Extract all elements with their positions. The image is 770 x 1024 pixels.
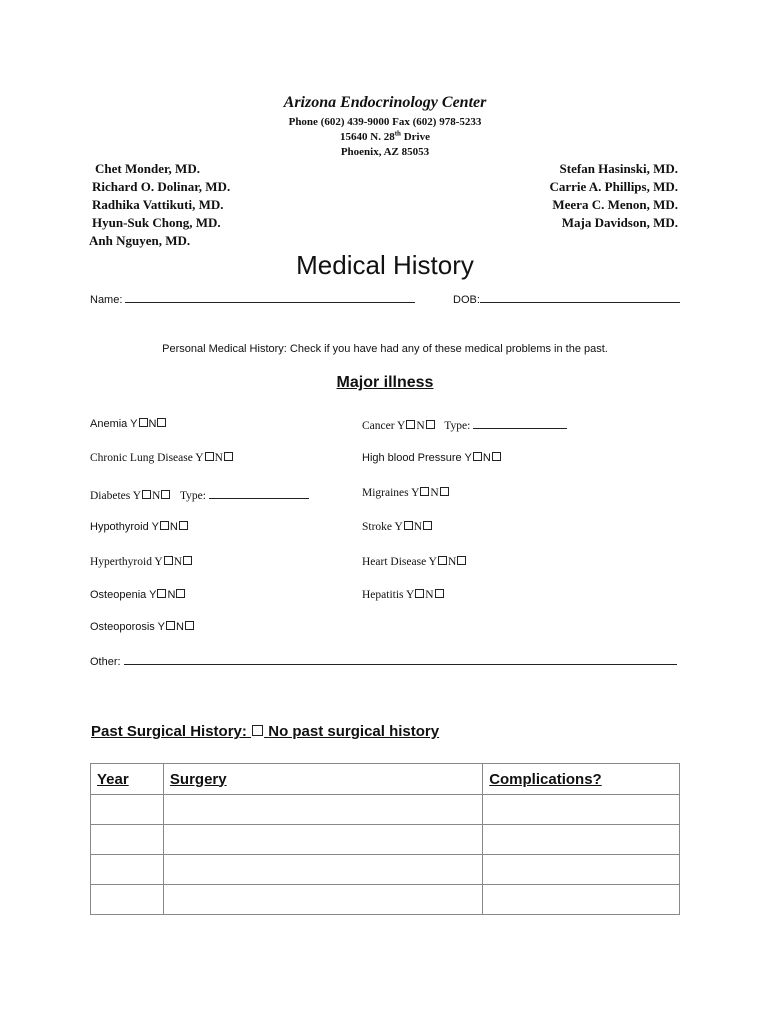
checkbox-yes[interactable] xyxy=(404,521,413,530)
checkbox-yes[interactable] xyxy=(415,589,424,598)
checkbox-no[interactable] xyxy=(457,556,466,565)
illness-migraines: Migraines Y N xyxy=(362,487,450,499)
other-input-line[interactable] xyxy=(124,653,677,665)
column-header-complications: Complications? xyxy=(483,764,680,795)
checkbox-yes[interactable] xyxy=(164,556,173,565)
year-cell[interactable] xyxy=(91,795,164,825)
doctor-name: Chet Monder, MD. xyxy=(95,161,200,176)
checkbox-yes[interactable] xyxy=(157,589,166,598)
checkbox-no[interactable] xyxy=(492,452,501,461)
table-row xyxy=(91,885,680,915)
checkbox-yes[interactable] xyxy=(142,490,151,499)
doctor-name: Richard O. Dolinar, MD. xyxy=(92,179,231,194)
other-label: Other: xyxy=(90,656,121,668)
table-row xyxy=(91,855,680,885)
surgery-cell[interactable] xyxy=(163,855,482,885)
cancer-type-input-line[interactable] xyxy=(473,417,567,429)
illness-hypothyroid: Hypothyroid Y N xyxy=(90,521,189,533)
checkbox-no[interactable] xyxy=(161,490,170,499)
checkbox-no[interactable] xyxy=(185,621,194,630)
year-cell[interactable] xyxy=(91,885,164,915)
dob-label: DOB: xyxy=(453,294,480,306)
illness-stroke: Stroke Y N xyxy=(362,521,433,533)
dob-field[interactable] xyxy=(453,291,680,306)
surgery-cell[interactable] xyxy=(163,795,482,825)
doctor-name: Radhika Vattikuti, MD. xyxy=(92,197,224,212)
checkbox-no[interactable] xyxy=(426,420,435,429)
illness-chronic-lung-disease: Chronic Lung Disease Y N xyxy=(90,452,234,464)
doctors-left-list xyxy=(89,160,231,250)
checkbox-no[interactable] xyxy=(183,556,192,565)
complications-cell[interactable] xyxy=(483,855,680,885)
checkbox-yes[interactable] xyxy=(420,487,429,496)
checkbox-yes[interactable] xyxy=(166,621,175,630)
checkbox-yes[interactable] xyxy=(160,521,169,530)
illness-cancer: Cancer Y N Type: xyxy=(362,417,567,432)
no-surgical-history-checkbox[interactable] xyxy=(252,725,263,736)
doctor-name: Stefan Hasinski, MD. xyxy=(559,161,678,176)
checkbox-no[interactable] xyxy=(224,452,233,461)
checkbox-yes[interactable] xyxy=(406,420,415,429)
surgery-cell[interactable] xyxy=(163,885,482,915)
doctor-name: Meera C. Menon, MD. xyxy=(552,197,678,212)
doctor-name: Maja Davidson, MD. xyxy=(561,215,678,230)
illness-diabetes: Diabetes Y N Type: xyxy=(90,487,309,502)
illness-anemia: Anemia Y N xyxy=(90,418,167,430)
surgery-cell[interactable] xyxy=(163,825,482,855)
phone-fax-line: Phone (602) 439-9000 Fax (602) 978-5233 xyxy=(288,116,482,128)
other-field[interactable] xyxy=(90,653,677,668)
checkbox-no[interactable] xyxy=(176,589,185,598)
year-cell[interactable] xyxy=(91,825,164,855)
illness-hepatitis: Hepatitis Y N xyxy=(362,589,445,601)
section-title-major-illness: Major illness xyxy=(336,374,434,391)
instructions: Personal Medical History: Check if you have had any of these medical problems in the past. xyxy=(162,343,608,355)
illness-osteoporosis: Osteoporosis Y N xyxy=(90,621,195,633)
surgical-history-table xyxy=(90,763,680,915)
name-field[interactable] xyxy=(90,291,415,306)
illness-heart-disease: Heart Disease Y N xyxy=(362,556,467,568)
doctors-right-list xyxy=(549,160,678,232)
checkbox-yes[interactable] xyxy=(438,556,447,565)
doctor-name: Anh Nguyen, MD. xyxy=(89,233,191,248)
complications-cell[interactable] xyxy=(483,885,680,915)
year-cell[interactable] xyxy=(91,855,164,885)
illness-high-blood-pressure: High blood Pressure Y N xyxy=(362,452,502,464)
illness-osteopenia: Osteopenia Y N xyxy=(90,589,186,601)
dob-input-line[interactable] xyxy=(480,291,680,303)
complications-cell[interactable] xyxy=(483,795,680,825)
column-header-year: Year xyxy=(91,764,164,795)
checkbox-no[interactable] xyxy=(423,521,432,530)
surgical-history-heading: Past Surgical History: No past surgical history xyxy=(91,723,440,740)
checkbox-yes[interactable] xyxy=(205,452,214,461)
city-line: Phoenix, AZ 85053 xyxy=(340,146,430,158)
column-header-surgery: Surgery xyxy=(163,764,482,795)
checkbox-yes[interactable] xyxy=(473,452,482,461)
checkbox-no[interactable] xyxy=(435,589,444,598)
checkbox-no[interactable] xyxy=(179,521,188,530)
doctor-name: Carrie A. Phillips, MD. xyxy=(549,179,678,194)
name-input-line[interactable] xyxy=(125,291,415,303)
illness-hyperthyroid: Hyperthyroid Y N xyxy=(90,556,193,568)
checkbox-no[interactable] xyxy=(440,487,449,496)
doctor-name: Hyun-Suk Chong, MD. xyxy=(92,215,221,230)
table-row xyxy=(91,825,680,855)
name-label: Name: xyxy=(90,294,123,306)
checkbox-no[interactable] xyxy=(157,418,166,427)
table-header-row xyxy=(91,764,680,795)
diabetes-type-input-line[interactable] xyxy=(209,487,309,499)
clinic-name: Arizona Endocrinology Center xyxy=(283,94,487,111)
complications-cell[interactable] xyxy=(483,825,680,855)
page-title: Medical History xyxy=(296,250,474,280)
checkbox-yes[interactable] xyxy=(139,418,148,427)
street-address: 15640 N. 28th Drive xyxy=(340,129,430,143)
table-row xyxy=(91,795,680,825)
